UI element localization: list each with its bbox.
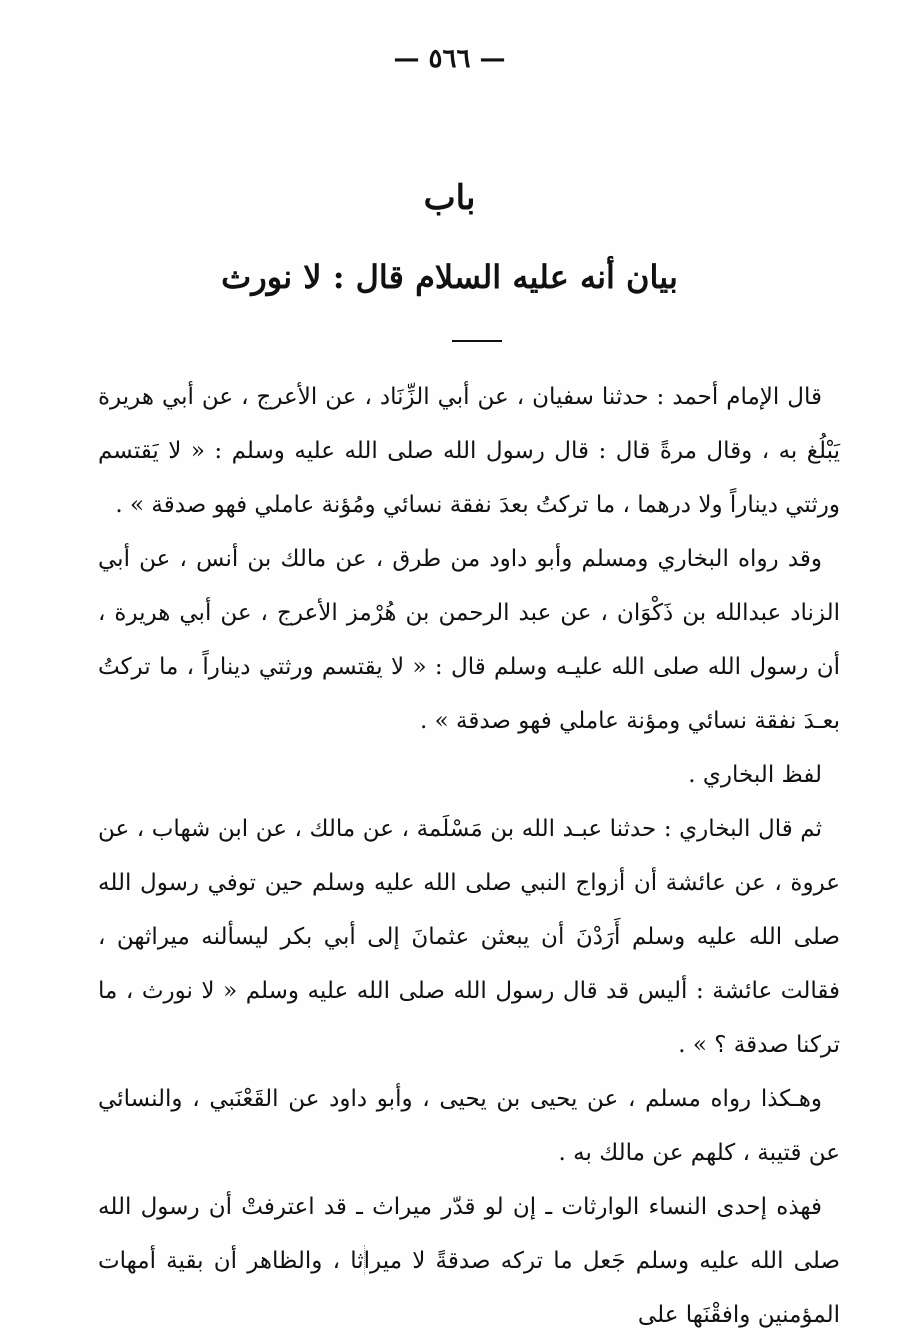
title-divider <box>452 340 502 342</box>
paragraph-1: قال الإمام أحمد : حدثنا سفيان ، عن أبي الزِّنَاد ، عن الأعرج ، عن أبي هريرة يَبْلُغ به ، وقال مرةً قال : قال رسول الله صلى الله عليه وسلم : « لا يَقتسم ورثتي ديناراً ولا درهما ، ما تركتُ بعدَ نفقة نسائي ومُؤنة عاملي فهو صدقة » . <box>98 384 840 518</box>
paragraph-3: لفظ البخاري . <box>688 762 822 788</box>
chapter-label: باب <box>423 178 476 218</box>
paragraph-4: ثم قال البخاري : حدثنا عبـد الله بن مَسْلَمة ، عن مالك ، عن ابن شهاب ، عن عروة ، عن عائشة أن أزواج النبي صلى الله عليه وسلم حين توفي رسول الله صلى الله عليه وسلم أَرَدْنَ أن يبعثن عثمانَ إلى أبي بكر ليسألنه ميراثهن ، فقالت عائشة : أليس قد قال رسول الله صلى الله عليه وسلم « لا نورث ، ما تركنا صدقة ؟ » . <box>98 816 840 1058</box>
paragraph-5: وهـكذا رواه مسلم ، عن يحيى بن يحيى ، وأبو داود عن القَعْنَبي ، والنسائي عن قتيبة ، كلهم عن مالك به . <box>98 1086 840 1166</box>
chapter-title: بيان أنه عليه السلام قال : لا نورث <box>221 258 678 296</box>
body-text <box>98 370 840 1342</box>
page-number: — ٥٦٦ — <box>393 44 506 74</box>
paragraph-6: فهذه إحدى النساء الوارثات ـ إن لو قدّر ميراث ـ قد اعترفتْ أن رسول الله صلى الله عليه وسلم جَعل ما تركه صدقةً لا ميراثا ، والظاهر أن بقية أمهات المؤمنين وافقْنَها على <box>98 1194 840 1328</box>
scan-artifact-line <box>364 1245 366 1275</box>
paragraph-2: وقد رواه البخاري ومسلم وأبو داود من طرق ، عن مالك بن أنس ، عن أبي الزناد عبدالله بن ذَكْوَان ، عن عبد الرحمن بن هُرْمز الأعرج ، عن أبي هريرة ، أن رسول الله صلى الله عليـه وسلم قال : « لا يقتسم ورثتي ديناراً ، ما تركتُ بعـدَ نفقة نسائي ومؤنة عاملي فهو صدقة » . <box>98 546 840 734</box>
